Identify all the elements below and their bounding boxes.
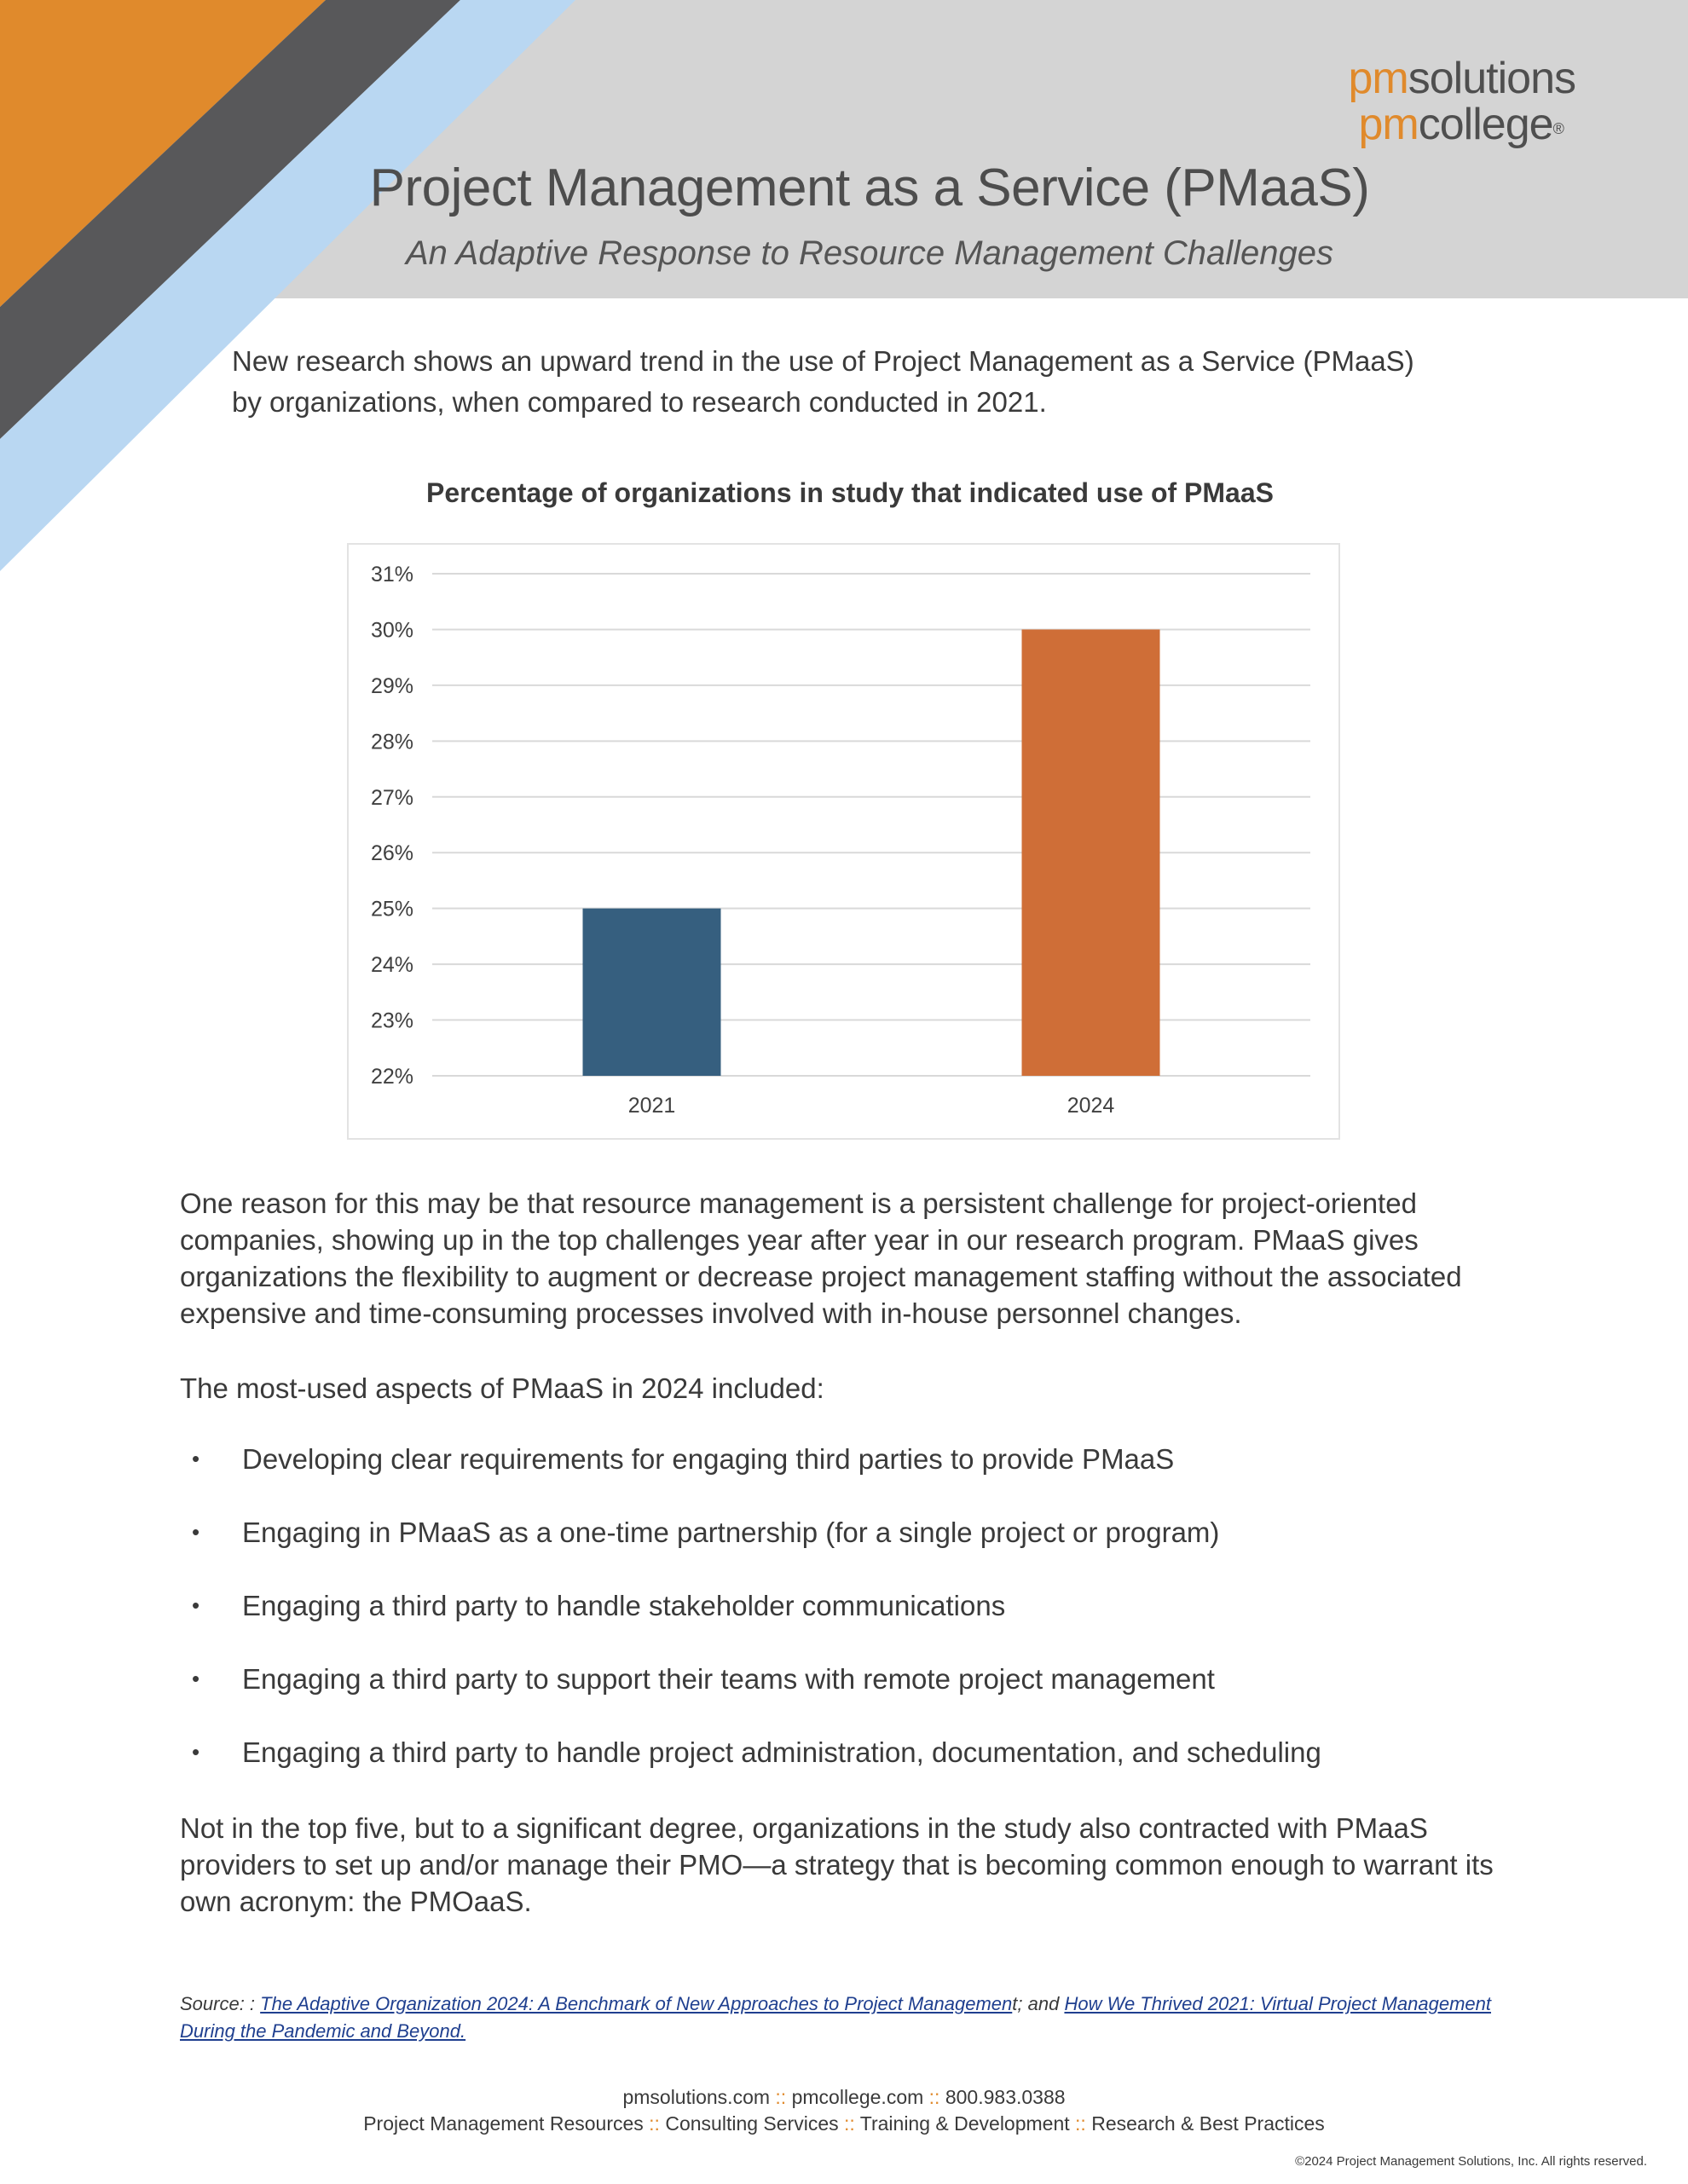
sources-note: Source: : The Adaptive Organization 2024: A Benchmark of New Approaches to Project Management; and How We Thrived 2021: Virtual Project Management During the Pandemic and Beyond.	[180, 1993, 1491, 2042]
footer-service: Research & Best Practices	[1091, 2112, 1325, 2135]
y-tick-label: 27%	[370, 785, 413, 810]
list-intro: The most-used aspects of PMaaS in 2024 included:	[180, 1372, 824, 1404]
footer-phone: 800.983.0388	[945, 2086, 1066, 2108]
pmoaas-paragraph: Not in the top five, but to a significant degree, organizations in the study also contracted with PMaaS providers to set up and/or manage their PMO—a strategy that is becoming common enough to warrant its own acronym: the PMOaaS.	[180, 1812, 1494, 1917]
footer-separator: ::	[775, 2086, 787, 2108]
y-tick-label: 28%	[370, 730, 413, 754]
x-tick-label: 2021	[627, 1094, 676, 1118]
intro-paragraph: New research shows an upward trend in the use of Project Management as a Service (PMaaS) by organizations, when compared to research conducted in 2021.	[232, 345, 1414, 418]
chart-title: Percentage of organizations in study that indicated use of PMaaS	[426, 477, 1274, 508]
y-tick-label: 26%	[370, 841, 413, 866]
footer-link-pmcollege[interactable]: pmcollege.com	[791, 2086, 924, 2108]
source-link-adaptive-organization[interactable]: The Adaptive Organization 2024: A Benchmark of New Approaches to Project Managemen	[260, 1993, 1013, 2014]
logo-pmcollege: pmcollege®	[1358, 100, 1564, 149]
footer-service: Project Management Resources	[363, 2112, 644, 2135]
source-link-how-we-thrived[interactable]: How We Thrived 2021: Virtual Project Management During the Pandemic and Beyond.	[180, 1993, 1491, 2042]
footer-service: Consulting Services	[665, 2112, 839, 2135]
y-tick-label: 31%	[370, 563, 413, 586]
bullet-icon: •	[192, 1592, 200, 1618]
y-tick-label: 29%	[370, 673, 413, 698]
bar-chart	[349, 545, 1338, 1138]
page-title: Project Management as a Service (PMaaS)	[369, 159, 1370, 217]
list-item-text: Engaging a third party to handle project administration, documentation, and scheduling	[242, 1736, 1321, 1768]
company-logo	[1349, 56, 1575, 147]
footer-link-pmsolutions[interactable]: pmsolutions.com	[622, 2086, 771, 2108]
list-item-text: Engaging in PMaaS as a one-time partnership (for a single project or program)	[242, 1517, 1220, 1548]
logo-pmsolutions: pmsolutions	[1348, 54, 1575, 103]
aspects-list	[180, 1441, 1527, 1807]
footer-separator: ::	[1075, 2112, 1086, 2135]
y-tick-label: 22%	[370, 1065, 413, 1089]
footer-contact	[0, 2086, 1688, 2109]
bar-2021	[583, 909, 721, 1076]
list-item-text: Engaging a third party to support their teams with remote project management	[242, 1663, 1215, 1695]
list-item-text: Engaging a third party to handle stakeholder communications	[242, 1590, 1006, 1621]
y-tick-label: 30%	[370, 618, 413, 643]
bullet-icon: •	[192, 1519, 200, 1545]
footer-separator: ::	[844, 2112, 855, 2135]
sources-prefix: Source: :	[180, 1993, 261, 2014]
list-item	[180, 1441, 1527, 1514]
y-tick-label: 24%	[370, 953, 413, 978]
bullet-icon: •	[192, 1446, 200, 1471]
footer-service: Training & Development	[859, 2112, 1070, 2135]
bullet-icon: •	[192, 1666, 200, 1691]
reason-paragraph: One reason for this may be that resource management is a persistent challenge for project-oriented companies, showing up in the top challenges year after year in our research program. PMaaS gives organizations the flexibility to augment or decrease project management staffing without the associated expensive and time-consuming processes involved with in-house personnel changes.	[180, 1187, 1462, 1329]
chart-frame	[347, 543, 1340, 1140]
page-subtitle: An Adaptive Response to Resource Management Challenges	[405, 234, 1334, 272]
bullet-icon: •	[192, 1739, 200, 1765]
list-item	[180, 1734, 1527, 1807]
footer-separator: ::	[649, 2112, 660, 2135]
y-tick-label: 25%	[370, 897, 413, 922]
list-item	[180, 1587, 1527, 1661]
list-item	[180, 1514, 1527, 1587]
list-item	[180, 1661, 1527, 1734]
footer-separator: ::	[928, 2086, 940, 2108]
list-item-text: Developing clear requirements for engaging third parties to provide PMaaS	[242, 1443, 1175, 1475]
copyright-notice: ©2024 Project Management Solutions, Inc. All rights reserved.	[1295, 2154, 1647, 2169]
y-tick-label: 23%	[370, 1008, 413, 1033]
bar-2024	[1022, 629, 1160, 1076]
x-tick-label: 2024	[1067, 1094, 1115, 1118]
footer-services	[0, 2112, 1688, 2135]
